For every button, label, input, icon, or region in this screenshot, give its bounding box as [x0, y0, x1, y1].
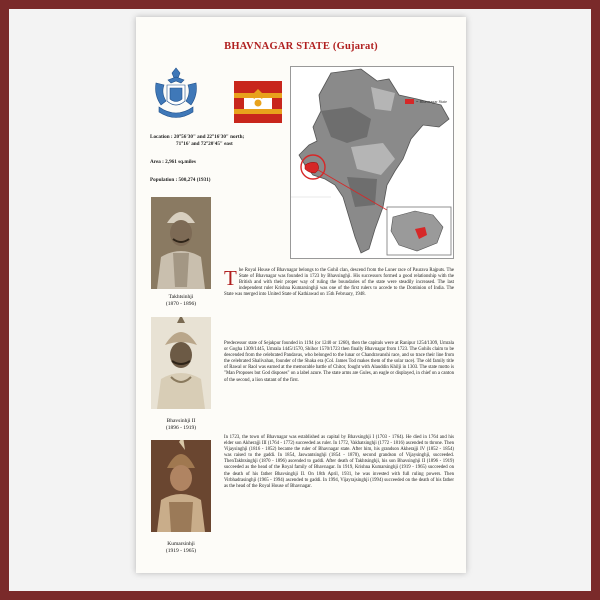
population-value: Population : 500,274 (1931) [150, 177, 211, 183]
history-paragraph-3: In 1723, the town of Bhavnagar was established as capital by Bhavsinghji I (1703 - 1764). He died in 1764 and his elder son Akherajji III (1764 - 1772) succeeded as ruler. In 1772, Vakhatsinghji (1772 - 1816) ascended to throne. Then Vijaysinghji (1816 - 1852) became the ruler of Bhavnagar state. After him, his grandson Akherajji IV (1852 - 1854) was raised to the gaddi. In 1854, Jaswantsinghji (1854 - 1870), second grandson of Vijaysinghji, succeeded. ThenTakhtsinghji (1870 - 1896) ascended to gaddi. After death of Takhtsinghji, his son Bhavsinghji II (1896 - 1919) succeeded as the head of the Royal family of Bhavnagar. In 1919, Krishna Kumarsinghji (1919 - 1965) succeeded on the death of his father Bhavsinghji II. On 18th April, 1931, he was invested with full ruling powers. Then Virbhadrasinghji (1965 - 1994) ascended to gaddi. In 1994, Vijayrajsinghji (1994) succeeded on the death of his father as the head of the Royal House of Bhavnagar. [224, 435, 454, 489]
india-map-graphic [291, 67, 453, 258]
ruler-1-years: (1870 - 1896) [165, 301, 197, 307]
ruler-3-name: Kumarsinhji [167, 541, 195, 547]
poster [136, 17, 466, 573]
ruler-2-years: (1896 - 1919) [165, 425, 197, 431]
location-line-2: 71°16' and 72°20'45" east [176, 141, 233, 147]
legend-swatch [405, 99, 414, 104]
page-title: BHAVNAGAR STATE (Gujarat) [224, 41, 378, 52]
location-line-1: Location : 20°56'30" and 22°16'30" north; [150, 134, 245, 140]
india-map [290, 66, 454, 259]
portrait-takhtsinhji [151, 197, 211, 289]
dropcap-letter: T [224, 266, 237, 290]
state-flag-icon [234, 81, 282, 123]
ruler-1-name: Takhtsinhji [168, 294, 194, 300]
portrait-kumarsinhji [151, 440, 211, 532]
coat-of-arms-icon [152, 67, 200, 125]
map-legend [405, 99, 447, 104]
ruler-2-name: Bhavsinhji II [166, 418, 196, 424]
portrait-bhavsinhji-ii [151, 317, 211, 409]
area-value: Area : 2,961 sq.miles [150, 159, 196, 165]
legend-label: = Bhavnagar State [416, 99, 447, 104]
history-paragraph-2: Predecessor state of Sejakpur founded in 1194 (or 1240 or 1260), then the capitals were at Ranipur 1254/1309, Umrala or Gogha 1309/1445, Umrala 1445/1570, Shihor 1570/1723 then finally Bhavnagar from 1723. The Gohils claim to be descended from the celebrated Pandavas, who belonged to the lunar or Chandravanshi race, and so trace their line from the celebrated Shalivahan, founder of the Shaka era (Col. James Tod makes them of the solar race). The old family title of Rawal or Raol was earned at the memorable battle of Chitor, fought with Alauddin Khilji in 1303. The state motto is "Man Proposes but God disposes" on a label azure. The state arms are Gules, an eagle or displayed, in chief on a canton of the second, a lion statant of the first. [224, 341, 454, 383]
paragraph-1-text: he Royal House of Bhavnagar belongs to the Gohil clan, descend from the Luner race of Paurava Rajputs. The State of Bhavnagar was founded in 1723 by Bhavsinghji. His successors formed a good relationship with the British and with their proper way of ruling the boundaries of the state were steadily increased. The last independent ruler Krishna Kumarsinghji was one of the first rulers to accede to the Dominion of India. The State was merged into United State of Kathiawad on 15th February, 1948. [224, 268, 454, 298]
history-paragraph-1 [224, 268, 454, 298]
ruler-3-years: (1919 - 1965) [165, 548, 197, 554]
